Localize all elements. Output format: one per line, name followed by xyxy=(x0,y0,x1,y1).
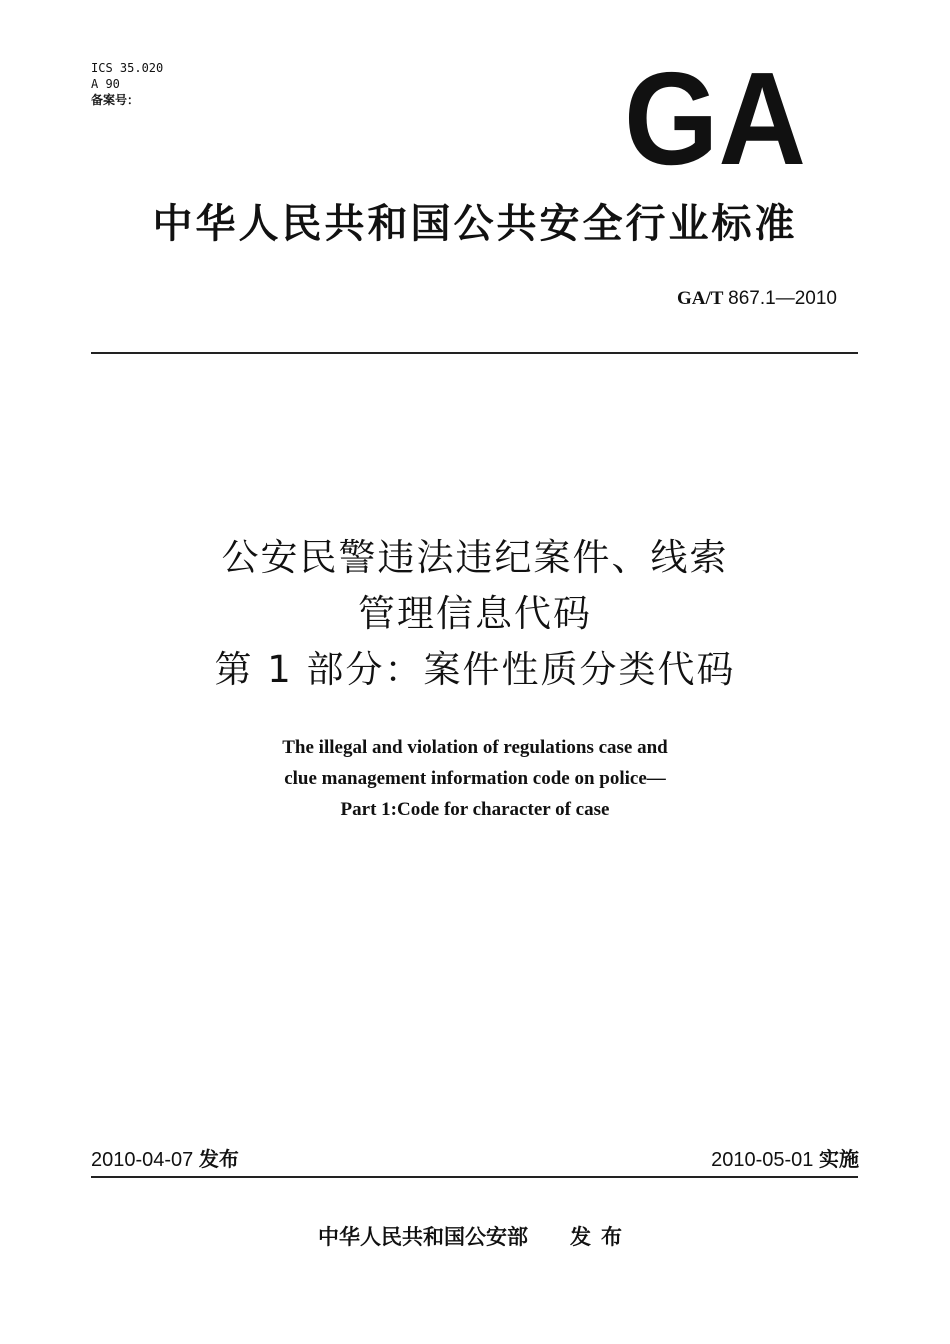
chinese-title-line-1: 公安民警违法违纪案件、线索 xyxy=(221,536,729,579)
issue-date-value: 2010-04-07 xyxy=(91,1149,194,1171)
english-title-line-2: clue management information code on police— xyxy=(284,768,666,789)
standard-prefix: GA/T xyxy=(676,288,724,309)
english-title-line-3: Part 1:Code for character of case xyxy=(340,799,610,820)
implementation-date-label: 实施 xyxy=(819,1147,859,1171)
chinese-title xyxy=(0,530,950,698)
ga-logo-text: GA xyxy=(624,62,806,170)
implementation-date-value: 2010-05-01 xyxy=(711,1149,814,1171)
filing-number-label: 备案号： xyxy=(91,93,140,107)
issue-date-label: 发布 xyxy=(198,1147,239,1171)
chinese-title-line-2: 管理信息代码 xyxy=(358,592,592,635)
header-divider xyxy=(91,352,858,354)
english-title-line-1: The illegal and violation of regulations case and xyxy=(282,737,668,758)
standard-category-title: 中华人民共和国公共安全行业标准 xyxy=(152,201,798,247)
publisher-action: 发布 xyxy=(570,1225,632,1249)
chinese-title-line-3: 第 1 部分：案件性质分类代码 xyxy=(214,648,736,691)
ics-code: ICS 35.020 xyxy=(91,61,164,75)
ccs-code: A 90 xyxy=(91,77,120,91)
classification-block xyxy=(91,60,163,108)
implementation-date xyxy=(711,1146,859,1173)
standard-code: 867.1—2010 xyxy=(728,288,837,309)
publisher-name: 中华人民共和国公安部 xyxy=(318,1225,528,1249)
issue-date xyxy=(91,1146,239,1173)
standard-number xyxy=(677,287,837,311)
footer-divider xyxy=(91,1176,858,1178)
ga-logo xyxy=(622,62,808,170)
publisher xyxy=(0,1222,950,1252)
english-title xyxy=(0,732,950,825)
